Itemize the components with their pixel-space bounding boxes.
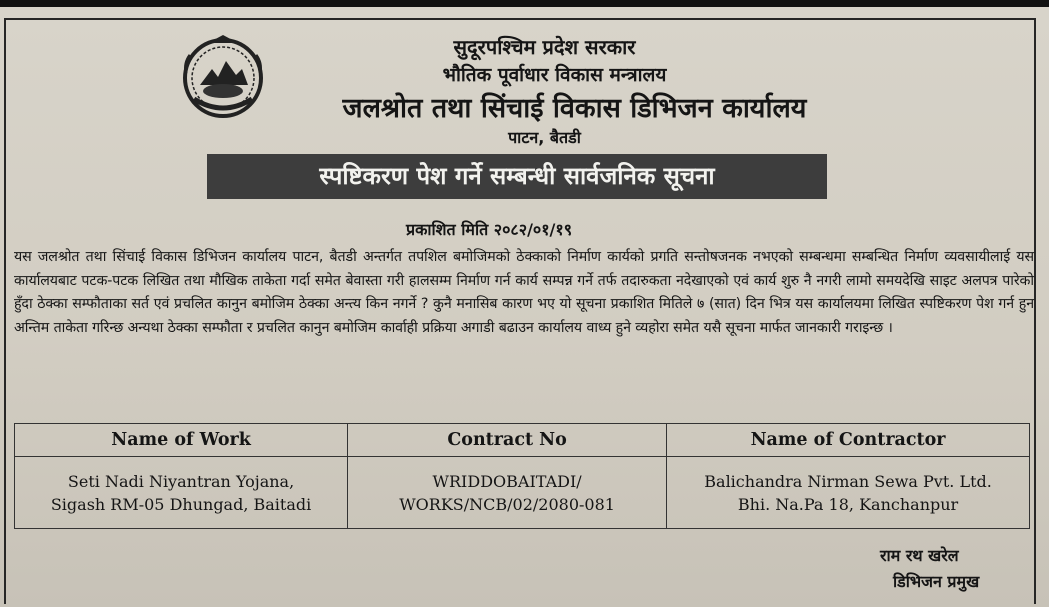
contractor-line-1: Balichandra Nirman Sewa Pvt. Ltd. <box>704 471 992 491</box>
header-name-of-contractor: Name of Contractor <box>667 424 1030 457</box>
cell-name-of-contractor <box>667 457 1030 529</box>
header-name-of-work: Name of Work <box>15 424 348 457</box>
signatory-title: डिभिजन प्रमुख <box>893 572 980 591</box>
published-date: प्रकाशित मिति २०८२/०१/१९ <box>406 220 573 239</box>
government-name: सुदूरपश्चिम प्रदेश सरकार <box>453 35 636 59</box>
notice-body: यस जलश्रोत तथा सिंचाई विकास डिभिजन कार्यालय पाटन, बैतडी अन्तर्गत तपशिल बमोजिमको ठेक्काको निर्माण कार्यको प्रगति सन्तोषजनक नभएको सम्बन्धमा सम्बन्धित निर्माण व्यवसायीलाई यस कार्यालयबाट पटक-पटक लिखित तथा मौखिक ताकेता गर्दा समेत बेवास्ता गरी हालसम्म निर्माण गर्न कार्य सम्पन्न गर्ने तर्फ तदारुकता नदेखाएको एवं कार्य शुरु नै नगरी लामो समयदेखि साइट अलपत्र पारेको हुँदा ठेक्का सम्फौताका सर्त एवं प्रचलित कानुन बमोजिम ठेक्का अन्त्य किन नगर्ने ? कुनै मनासिब कारण भए यो सूचना प्रकाशित मितिले ७ (सात) दिन भित्र यस कार्यालयमा लिखित स्पष्टिकरण पेश गर्न हुन अन्तिम ताकेता गरिन्छ अन्यथा ठेक्का सम्फौता र प्रचलित कानुन बमोजिम कार्वाही प्रक्रिया अगाडी बढाउन कार्यालय वाध्य हुने व्यहोरा समेत यसै सूचना मार्फत जानकारी गराइन्छ । <box>14 249 1034 336</box>
header-contract-no: Contract No <box>348 424 667 457</box>
work-line-2: Sigash RM-05 Dhungad, Baitadi <box>50 494 312 514</box>
contract-line-2: WORKS/NCB/02/2080-081 <box>399 494 615 514</box>
notice-title-banner: स्पष्टिकरण पेश गर्ने सम्बन्धी सार्वजनिक सूचना <box>207 154 827 199</box>
top-edge-strip <box>0 0 1049 7</box>
contractor-line-2: Bhi. Na.Pa 18, Kanchanpur <box>737 494 959 514</box>
cell-contract-no <box>348 457 667 529</box>
office-name: जलश्रोत तथा सिंचाई विकास डिभिजन कार्यालय <box>342 93 807 124</box>
table-row <box>15 457 1030 529</box>
contract-line-1: WRIDDOBAITADI/ <box>432 471 582 491</box>
signatory-name: राम रथ खरेल <box>880 546 959 565</box>
works-table <box>14 423 1030 529</box>
ministry-name: भौतिक पूर्वाधार विकास मन्त्रालय <box>442 64 667 86</box>
office-location: पाटन, बैतडी <box>508 128 581 147</box>
work-line-1: Seti Nadi Niyantran Yojana, <box>67 471 295 491</box>
table-header-row <box>15 424 1030 457</box>
cell-name-of-work <box>15 457 348 529</box>
